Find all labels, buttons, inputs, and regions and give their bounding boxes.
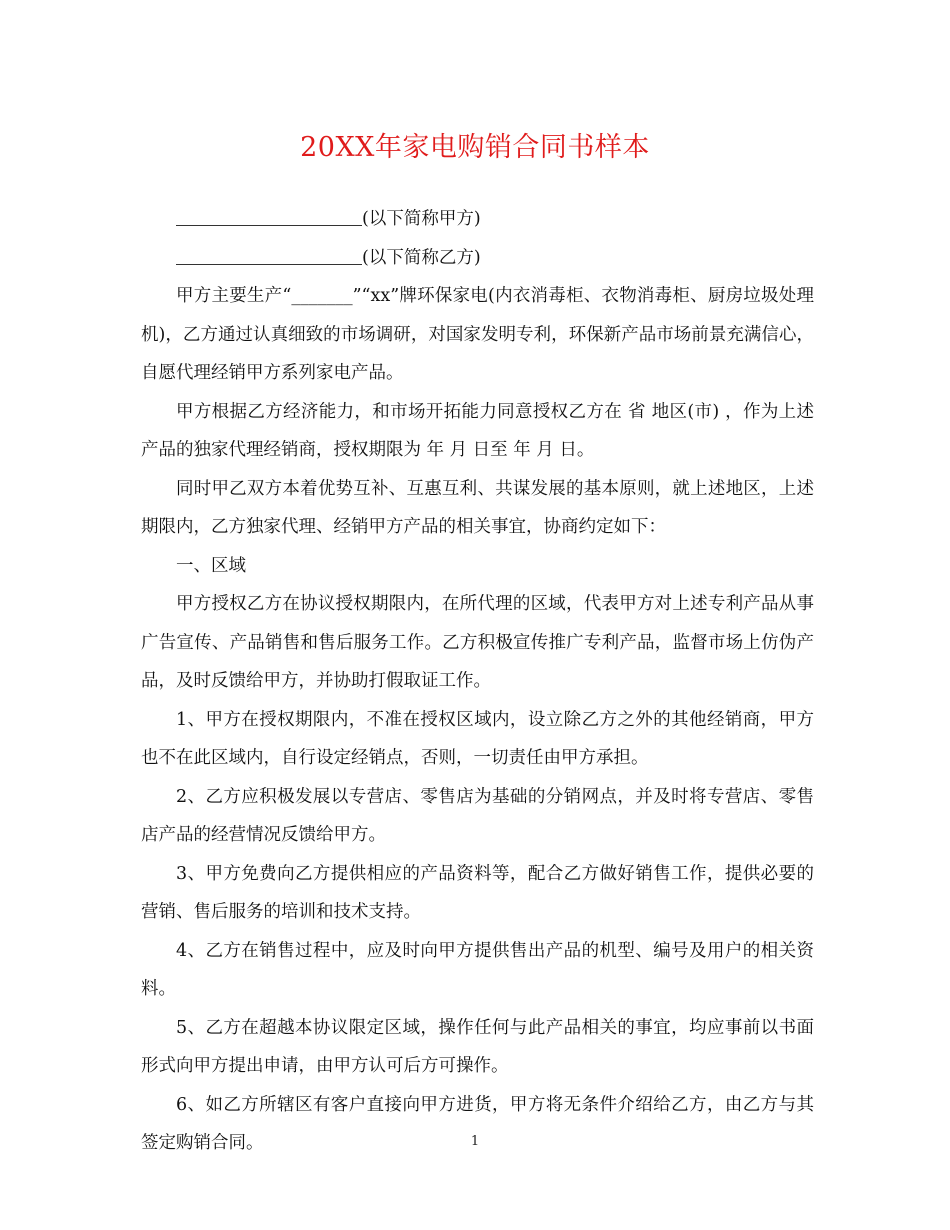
clause-1: 1、甲方在授权期限内，不准在授权区域内，设立除乙方之外的其他经销商，甲方也不在此区域内，自行设定经销点，否则，一切责任由甲方承担。 — [141, 709, 814, 768]
clause-6: 6、如乙方所辖区有客户直接向甲方进货，甲方将无条件介绍给乙方，由乙方与其签定购销合同。 — [141, 1094, 814, 1153]
party-b-label: (以下简称乙方) — [362, 247, 481, 268]
paragraph-intro: 甲方主要生产“_______”“xx”牌环保家电(内衣消毒柜、衣物消毒柜、厨房垃圾处理机)，乙方通过认真细致的市场调研，对国家发明专利，环保新产品市场前景充满信心，自愿代理经销甲方系列家电产品。 — [141, 286, 814, 383]
party-b-blank — [176, 244, 362, 265]
clause-5: 5、乙方在超越本协议限定区域，操作任何与此产品相关的事宜，均应事前以书面形式向甲方提出申请，由甲方认可后方可操作。 — [141, 1017, 814, 1076]
section-heading-region: 一、区域 — [176, 555, 246, 576]
party-a-blank — [176, 205, 362, 226]
page-number: 1 — [470, 1134, 480, 1149]
document-title: 20XX年家电购销合同书样本 — [300, 132, 650, 163]
party-a-line — [141, 200, 814, 239]
party-a-label: (以下简称甲方) — [362, 209, 481, 229]
paragraph-principles: 同时甲乙双方本着优势互补、互惠互利、共谋发展的基本原则，就上述地区，上述期限内，乙方独家代理、经销甲方产品的相关事宜，协商约定如下： — [141, 478, 814, 537]
clause-2: 2、乙方应积极发展以专营店、零售店为基础的分销网点，并及时将专营店、零售店产品的经营情况反馈给甲方。 — [141, 786, 814, 845]
paragraph-region: 甲方授权乙方在协议授权期限内，在所代理的区域，代表甲方对上述专利产品从事广告宣传、产品销售和售后服务工作。乙方积极宣传推广专利产品，监督市场上仿伪产品，及时反馈给甲方，并协助打假取证工作。 — [141, 594, 814, 691]
document-body — [141, 200, 814, 1163]
clause-4: 4、乙方在销售过程中，应及时向甲方提供售出产品的机型、编号及用户的相关资料。 — [141, 940, 814, 999]
clause-3: 3、甲方免费向乙方提供相应的产品资料等，配合乙方做好销售工作，提供必要的营销、售后服务的培训和技术支持。 — [141, 863, 814, 922]
paragraph-authorization: 甲方根据乙方经济能力，和市场开拓能力同意授权乙方在 省 地区(市) ，作为上述产品的独家代理经销商，授权期限为 年 月 日至 年 月 日。 — [141, 401, 814, 460]
party-b-line — [141, 239, 814, 278]
